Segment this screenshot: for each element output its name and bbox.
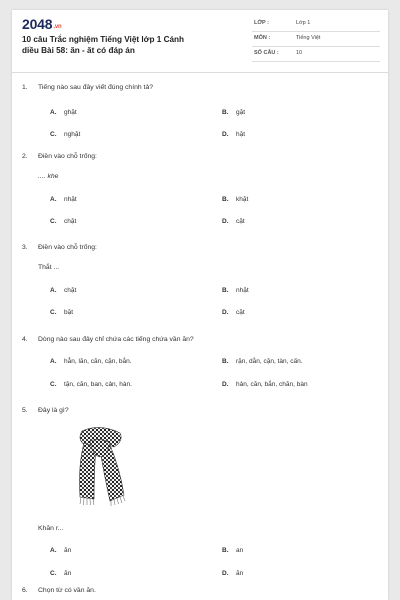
option-a[interactable] (50, 358, 132, 365)
option-c[interactable] (50, 570, 71, 577)
option-a[interactable] (50, 287, 76, 294)
question-number: 3. (22, 244, 28, 251)
option-text: hản, căn, bắn, chăn, bàn (236, 381, 308, 388)
question-text: Dòng nào sau đây chỉ chứa các tiếng chứa vần ăn? (38, 336, 194, 343)
option-text: chặt (64, 287, 77, 294)
worksheet-meta (252, 17, 380, 62)
option-text: nghặt (64, 131, 81, 138)
option-b[interactable] (222, 196, 248, 203)
question-number: 4. (22, 336, 28, 343)
option-c[interactable] (50, 218, 76, 225)
option-b[interactable] (222, 358, 303, 365)
option-text: an (236, 547, 244, 554)
option-text: cặt (236, 218, 245, 225)
option-d[interactable] (222, 381, 308, 388)
option-letter: D. (222, 309, 229, 316)
option-text: ăn (64, 570, 72, 577)
option-letter: B. (222, 547, 229, 554)
option-text: ghặt (64, 109, 77, 116)
option-letter: A. (50, 109, 57, 116)
site-logo[interactable] (22, 16, 61, 32)
option-a[interactable] (50, 196, 77, 203)
question-text: Đây là gì? (38, 407, 69, 414)
option-letter: D. (222, 218, 229, 225)
option-letter: C. (50, 309, 57, 316)
option-text: nhặt (236, 287, 249, 294)
option-text: tặn, căn, ban, cản, hàn. (64, 381, 132, 388)
option-letter: D. (222, 131, 229, 138)
meta-row-grade (252, 17, 380, 32)
question-text: Điền vào chỗ trống: (38, 153, 97, 160)
option-d[interactable] (222, 570, 243, 577)
option-text: khặt (236, 196, 249, 203)
option-d[interactable] (222, 131, 245, 138)
option-letter: B. (222, 287, 229, 294)
option-b[interactable] (222, 547, 243, 554)
worksheet-title: 10 câu Trắc nghiệm Tiếng Việt lớp 1 Cánh diều Bài 58: ăn - ăt có đáp án (22, 35, 185, 55)
option-text: hặt (236, 131, 246, 138)
worksheet-header (12, 10, 388, 73)
option-text: bặt (64, 309, 74, 316)
option-d[interactable] (222, 218, 245, 225)
option-letter: D. (222, 570, 229, 577)
option-b[interactable] (222, 287, 249, 294)
option-d[interactable] (222, 309, 245, 316)
question-text: Tiếng nào sau đây viết đúng chính tả? (38, 84, 153, 91)
question-number: 2. (22, 153, 28, 160)
meta-key: LỚP : (254, 20, 269, 26)
option-c[interactable] (50, 309, 73, 316)
scarf-image (60, 425, 140, 507)
meta-row-subject (252, 32, 380, 47)
option-b[interactable] (222, 109, 245, 116)
question-number: 6. (22, 587, 28, 594)
question-number: 5. (22, 407, 28, 414)
meta-value: Tiếng Việt (296, 35, 321, 41)
option-c[interactable] (50, 381, 132, 388)
logo-main: 2048 (22, 16, 53, 32)
question-hint: Khăn r... (38, 525, 64, 532)
option-text: chặt (64, 218, 77, 225)
option-a[interactable] (50, 109, 77, 116)
option-text: rặn, dằn, cặn, tàn, cấn. (236, 358, 303, 365)
meta-value: Lớp 1 (296, 20, 311, 26)
option-letter: B. (222, 196, 229, 203)
option-text: hẳn, lăn, căn, cặn, bắn. (64, 358, 132, 365)
option-letter: B. (222, 358, 229, 365)
option-letter: A. (50, 287, 57, 294)
meta-key: SỐ CÂU : (254, 50, 279, 56)
question-hint: Thắt ... (38, 264, 60, 271)
logo-tld: .vn (53, 24, 62, 30)
option-letter: A. (50, 358, 57, 365)
option-letter: B. (222, 109, 229, 116)
option-letter: A. (50, 547, 57, 554)
option-text: gặt (236, 109, 246, 116)
worksheet-page (12, 10, 388, 600)
option-text: cặt (236, 309, 245, 316)
option-a[interactable] (50, 547, 71, 554)
option-letter: C. (50, 381, 57, 388)
option-text: ăn (64, 547, 72, 554)
option-letter: C. (50, 570, 57, 577)
option-text: nhặt (64, 196, 77, 203)
question-text: Chọn từ có vần ăn. (38, 587, 96, 594)
option-letter: C. (50, 218, 57, 225)
option-letter: A. (50, 196, 57, 203)
option-c[interactable] (50, 131, 80, 138)
meta-row-count (252, 47, 380, 62)
question-text: Điền vào chỗ trống: (38, 244, 97, 251)
question-hint: .... khe (38, 173, 59, 180)
meta-value: 10 (296, 50, 303, 56)
option-letter: C. (50, 131, 57, 138)
option-letter: D. (222, 381, 229, 388)
question-number: 1. (22, 84, 28, 91)
meta-key: MÔN : (254, 35, 271, 41)
option-text: ăn (236, 570, 244, 577)
